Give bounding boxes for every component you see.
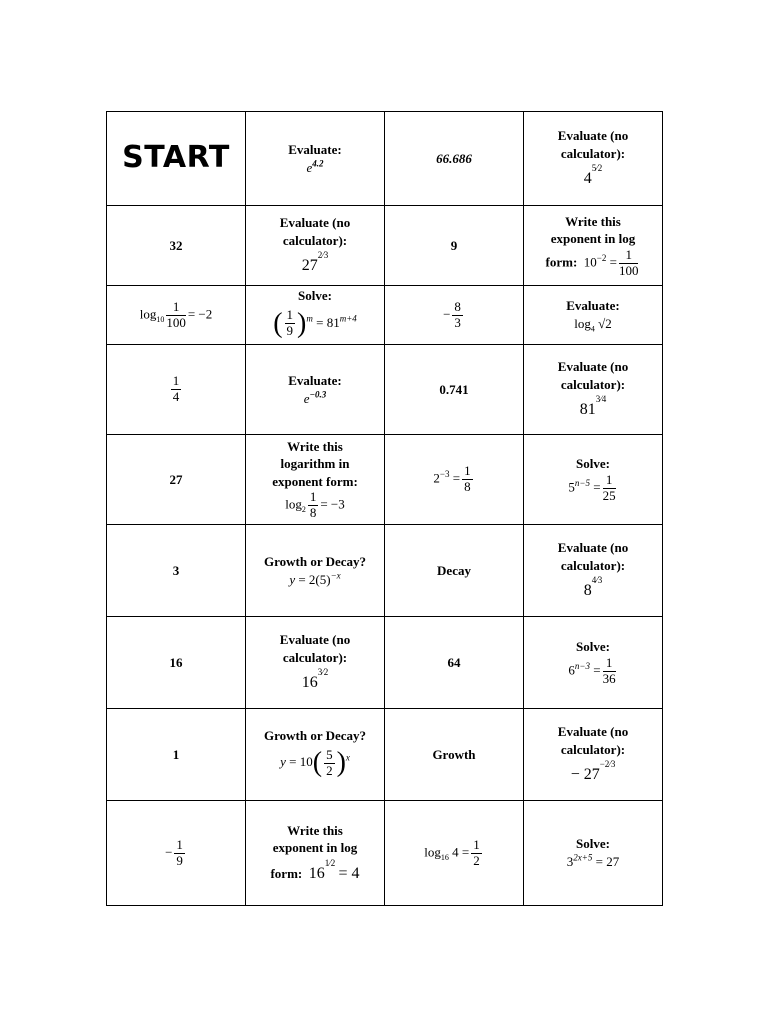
loop-cards-grid [106, 111, 663, 906]
question-cell [246, 435, 385, 525]
question-cell [524, 345, 663, 435]
math-expression: − $27^{-2⁄3}$ [570, 759, 616, 784]
answer-cell [385, 206, 524, 286]
answer-cell [107, 709, 246, 801]
prompt-text: exponent in log [272, 840, 358, 856]
math-expression: $\log_{10}$ $\frac{1}{100}$ = −2 [139, 298, 213, 330]
grid-row [107, 206, 663, 286]
answer-cell [385, 709, 524, 801]
question-cell [246, 801, 385, 906]
prompt-text: logarithm in [280, 456, 350, 472]
prompt-text: Write this [287, 822, 343, 838]
answer-cell [107, 617, 246, 709]
math-expression: form: $10^{-2}$ = $\frac{1}{100}$ [545, 246, 639, 278]
start-label: START [122, 140, 230, 176]
answer-text: 9 [450, 237, 458, 253]
question-cell [524, 617, 663, 709]
prompt-text: Growth or Decay? [263, 553, 367, 569]
answer-cell [107, 286, 246, 345]
prompt-text: Evaluate (no [557, 540, 629, 556]
start-cell [107, 112, 246, 206]
question-cell [524, 206, 663, 286]
prompt-text: Solve: [576, 836, 610, 852]
answer-cell [385, 286, 524, 345]
math-expression: $81^{3⁄4}$ [579, 394, 607, 419]
math-expression: $\log_2$ $\frac{1}{8}$ = −3 [285, 489, 345, 521]
question-cell [524, 286, 663, 345]
answer-text: 1 [172, 746, 180, 762]
answer-text: 16 [169, 654, 183, 670]
grid-row [107, 112, 663, 206]
prompt-text: Solve: [576, 456, 610, 472]
answer-text: 27 [169, 471, 183, 487]
prompt-text: Evaluate (no [557, 724, 629, 740]
answer-cell [107, 801, 246, 906]
prompt-text: Write this [287, 438, 343, 454]
question-cell [246, 525, 385, 617]
prompt-text: calculator): [560, 741, 626, 757]
grid-row [107, 801, 663, 906]
math-expression: ( $\frac{1}{9}$ )$^m = 81^{m+4}$ [273, 307, 357, 339]
grid-row [107, 286, 663, 345]
answer-text: Decay [437, 562, 471, 578]
math-expression: $5^{n-5}$ = $\frac{1}{25}$ [568, 471, 616, 503]
math-expression: $e^{4.2}$ [306, 158, 324, 175]
grid-row [107, 617, 663, 709]
math-expression: $6^{n-3}$ = $\frac{1}{36}$ [568, 654, 616, 686]
answer-cell [385, 112, 524, 206]
prompt-text: Evaluate: [288, 141, 342, 157]
answer-cell [107, 525, 246, 617]
question-cell [524, 435, 663, 525]
question-cell [524, 709, 663, 801]
math-expression: $8^{4⁄3}$ [583, 575, 603, 600]
math-expression: y = 10( $\frac{5}{2}$ )$^x$ [280, 746, 350, 779]
answer-text: Growth [432, 746, 476, 762]
question-cell [524, 801, 663, 906]
grid-row [107, 435, 663, 525]
answer-cell [385, 345, 524, 435]
prompt-text: Evaluate (no [279, 215, 351, 231]
prompt-text: calculator): [560, 145, 626, 161]
math-expression: $2^{-3}$ = $\frac{1}{8}$ [433, 463, 471, 494]
math-expression: − $\frac{8}{3}$ [443, 298, 461, 330]
prompt-text: Evaluate: [288, 372, 342, 388]
question-cell [524, 112, 663, 206]
math-expression: $\log_{16} 4$ = $\frac{1}{2}$ [424, 836, 480, 868]
math-expression: $y = 2(5)^{-x}$ [289, 570, 341, 587]
prompt-text: Solve: [576, 639, 610, 655]
question-cell [246, 206, 385, 286]
prompt-text: Write this [565, 213, 621, 229]
question-cell [246, 112, 385, 206]
prompt-text: Evaluate (no [279, 632, 351, 648]
answer-text: 66.686 [436, 150, 472, 166]
answer-cell [107, 435, 246, 525]
prompt-text: Evaluate (no [557, 128, 629, 144]
math-expression: $e^{-0.3}$ [303, 389, 327, 406]
prompt-text: exponent form: [272, 473, 358, 489]
prompt-text: exponent in log [550, 231, 636, 247]
answer-text: 32 [169, 237, 183, 253]
answer-cell [385, 525, 524, 617]
math-expression: $27^{2⁄3}$ [301, 250, 329, 275]
prompt-text: calculator): [560, 557, 626, 573]
question-cell [524, 525, 663, 617]
prompt-text: Solve: [298, 288, 332, 304]
prompt-text: Evaluate (no [557, 359, 629, 375]
math-expression: form: $16^{1⁄2} = 4$ [270, 857, 360, 882]
question-cell [246, 617, 385, 709]
grid-row [107, 525, 663, 617]
answer-cell [107, 345, 246, 435]
answer-cell [385, 435, 524, 525]
question-cell [246, 709, 385, 801]
grid-row [107, 345, 663, 435]
prompt-text: calculator): [282, 649, 348, 665]
math-expression: $\log_4 √2$ [574, 316, 612, 334]
math-expression: $3^{2x+5} = 27$ [566, 852, 620, 869]
prompt-text: calculator): [560, 376, 626, 392]
answer-text: 0.741 [439, 381, 469, 397]
answer-text: 64 [447, 654, 461, 670]
answer-cell [385, 617, 524, 709]
math-expression: − $\frac{1}{9}$ [165, 836, 183, 868]
answer-cell [107, 206, 246, 286]
math-expression: $\frac{1}{4}$ [172, 373, 180, 404]
grid-row [107, 709, 663, 801]
prompt-text: Evaluate: [566, 298, 620, 314]
math-expression: $16^{3⁄2}$ [301, 667, 329, 692]
question-cell [246, 345, 385, 435]
answer-cell [385, 801, 524, 906]
prompt-text: Growth or Decay? [263, 727, 367, 743]
question-cell [246, 286, 385, 345]
answer-text: 3 [172, 562, 180, 578]
prompt-text: calculator): [282, 232, 348, 248]
math-expression: $4^{5⁄2}$ [583, 163, 603, 188]
